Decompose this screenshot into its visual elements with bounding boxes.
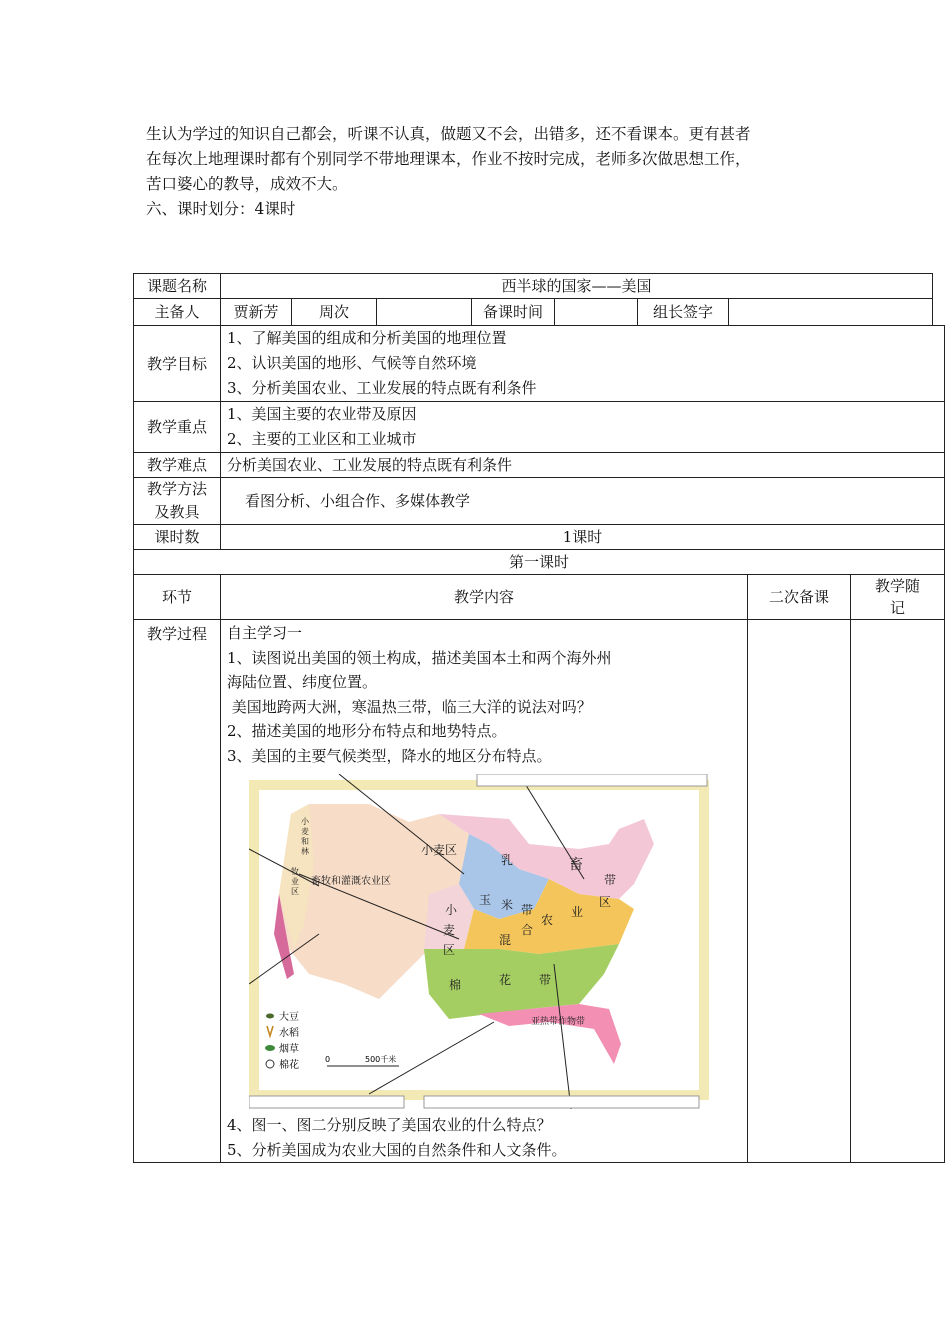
process-line: 自主学习一	[227, 624, 303, 642]
difficult-label: 教学难点	[134, 453, 221, 478]
map-label: 区	[291, 887, 299, 896]
col-content: 教学内容	[221, 575, 748, 620]
goal-item: 1、了解美国的组成和分析美国的地理位置	[227, 329, 507, 347]
process-line: 5、分析美国成为农业大国的自然条件和人文条件。	[227, 1140, 567, 1159]
callout-box	[477, 774, 707, 786]
lead-label: 主备人	[134, 299, 221, 326]
map-legend	[261, 1006, 323, 1074]
map-label: 区	[443, 943, 456, 957]
method-label	[134, 478, 221, 525]
intro-line: 在每次上地理课时都有个别同学不带地理课本，作业不按时完成，老师多次做思想工作，	[146, 150, 751, 168]
key-item: 1、美国主要的农业带及原因	[227, 405, 417, 423]
col-notes-line: 记	[889, 599, 905, 617]
map-label: 乳	[501, 853, 514, 867]
col-notes	[851, 575, 945, 620]
map-label: 业	[571, 905, 584, 919]
process-line: 美国地跨两大洲，寒温热三带，临三大洋的说法对吗？	[227, 697, 592, 716]
process-line: 海陆位置、纬度位置。	[227, 673, 378, 691]
process-line: 2、描述美国的地形分布特点和地势特点。	[227, 722, 507, 740]
topic-table	[133, 273, 933, 299]
map-label: 小	[445, 903, 458, 917]
map-label: 和	[301, 837, 309, 846]
cotton-icon	[266, 1060, 274, 1068]
goals-label: 教学目标	[134, 326, 221, 402]
map-label: 带	[604, 873, 617, 887]
key-item: 2、主要的工业区和工业城市	[227, 430, 417, 448]
legend-label: 棉花	[279, 1060, 299, 1071]
leader-sign-label: 组长签字	[638, 299, 729, 326]
intro-line: 六、课时划分：4课时	[146, 200, 296, 218]
method-label-line: 教学方法	[146, 480, 207, 498]
prep-time-label: 备课时间	[472, 299, 555, 326]
scale-value: 500千米	[365, 1055, 397, 1064]
map-label: 麦	[301, 827, 309, 836]
goal-item: 2、认识美国的地形、气候等自然环境	[227, 354, 477, 372]
col-second-prep: 二次备课	[748, 575, 851, 620]
map-label: 小麦区	[421, 843, 458, 857]
hours-value: 1课时	[221, 525, 945, 550]
map-label: 畜牧和灌溉农业区	[311, 876, 391, 887]
lesson-title: 第一课时	[134, 550, 945, 575]
map-label: 带	[521, 903, 534, 917]
map-label: 玉	[479, 893, 492, 907]
map-label: 麦	[443, 923, 456, 937]
lead-value: 贾新芳	[221, 299, 292, 326]
legend-label: 大豆	[279, 1012, 299, 1023]
second-prep-cell[interactable]	[748, 620, 851, 1163]
map-label: 林	[301, 847, 309, 856]
goal-item: 3、分析美国农业、工业发展的特点既有利条件	[227, 379, 537, 397]
topic-label: 课题名称	[134, 274, 221, 299]
week-label: 周次	[292, 299, 377, 326]
hours-label: 课时数	[134, 525, 221, 550]
process-content	[221, 620, 748, 1163]
method-label-line: 及教具	[154, 503, 200, 521]
difficult-value: 分析美国农业、工业发展的特点既有利条件	[221, 453, 945, 478]
map-label: 米	[501, 898, 514, 912]
col-section: 环节	[134, 575, 221, 620]
map-label: 牧	[291, 867, 299, 876]
map-label: 亚热带作物带	[531, 1017, 586, 1027]
process-label: 教学过程	[134, 620, 221, 1163]
notes-cell[interactable]	[851, 620, 945, 1163]
lead-table	[133, 298, 933, 326]
col-notes-line: 教学随	[874, 577, 920, 595]
map-label: 区	[599, 895, 612, 909]
map-label: 农	[541, 913, 554, 927]
intro-text	[146, 122, 836, 222]
map-graphic	[249, 774, 719, 1109]
map-label: 业	[291, 877, 299, 886]
lesson-table	[133, 325, 945, 1163]
scale-zero: 0	[325, 1055, 331, 1064]
map-label: 带	[539, 973, 552, 987]
legend-label: 水稻	[279, 1028, 299, 1039]
legend-label: 烟草	[279, 1044, 299, 1055]
prep-time-value[interactable]	[555, 299, 638, 326]
map-label: 花	[499, 973, 512, 987]
key-label: 教学重点	[134, 402, 221, 453]
process-line: 3、美国的主要气候类型，降水的地区分布特点。	[227, 746, 552, 765]
usa-agriculture-map	[249, 774, 719, 1109]
process-line: 1、读图说出美国的领土构成，描述美国本土和两个海外州	[227, 648, 612, 667]
map-label: 棉	[449, 978, 462, 992]
key-cell	[221, 402, 945, 453]
map-label: 混	[499, 933, 512, 947]
leader-sign-value[interactable]	[729, 299, 933, 326]
map-label: 小	[301, 817, 309, 826]
tobacco-icon	[265, 1045, 275, 1051]
process-line: 4、图一、图二分别反映了美国农业的什么特点？	[227, 1116, 552, 1134]
map-label: 畜	[569, 857, 583, 873]
goals-cell	[221, 326, 945, 402]
intro-line: 苦口婆心的教导，成效不大。	[146, 175, 348, 193]
intro-line: 生认为学过的知识自己都会，听课不认真，做题又不会，出错多，还不看课本。更有甚者	[146, 125, 751, 143]
topic-value: 西半球的国家——美国	[221, 274, 933, 299]
callout-box	[424, 1096, 699, 1108]
week-value[interactable]	[377, 299, 472, 326]
soybean-icon	[266, 1014, 274, 1019]
map-label: 合	[521, 923, 534, 937]
callout-box	[249, 1096, 404, 1108]
method-value: 看图分析、小组合作、多媒体教学	[221, 478, 945, 525]
